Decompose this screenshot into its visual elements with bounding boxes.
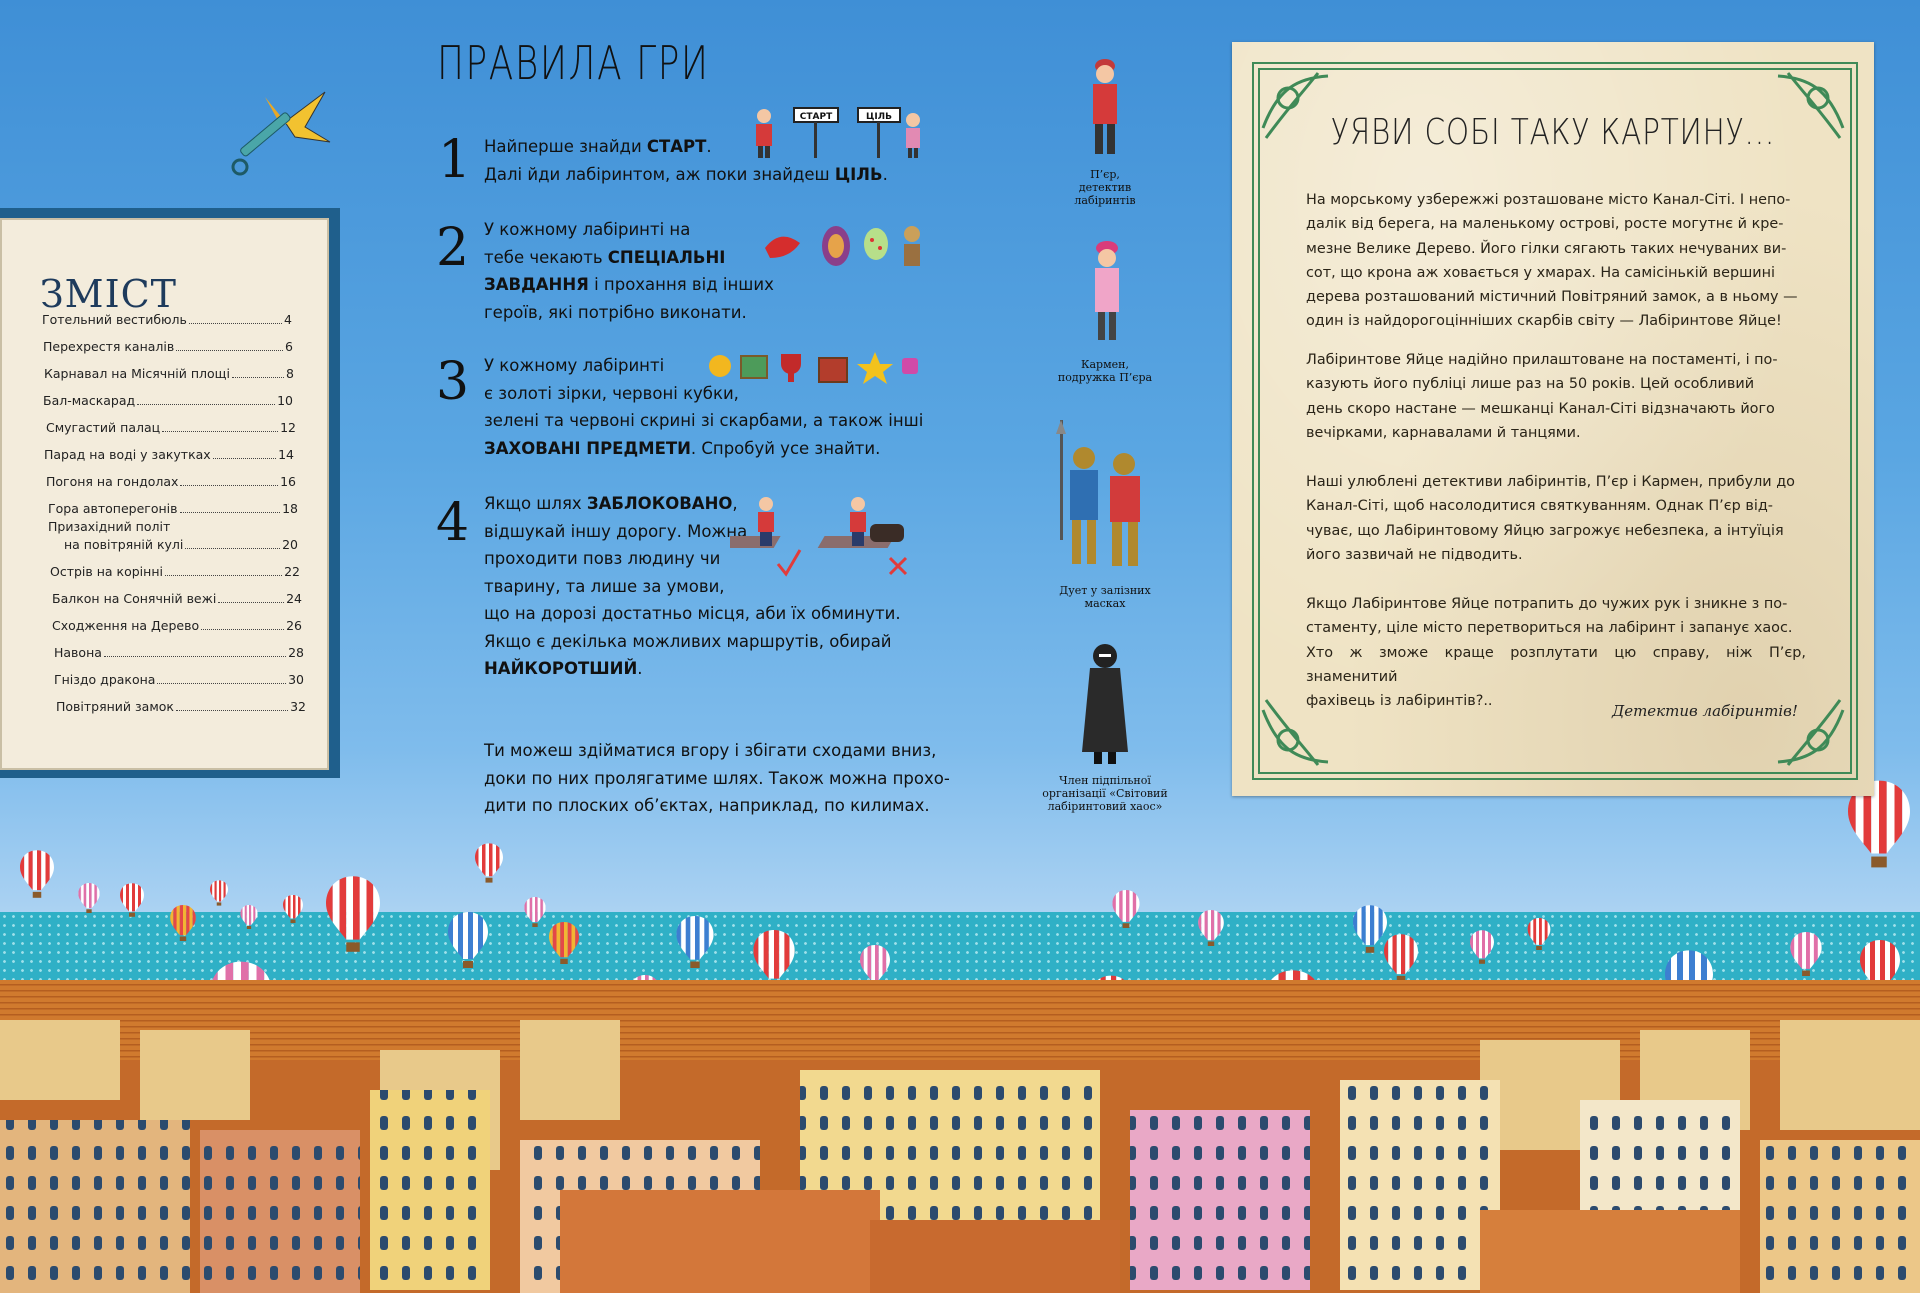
rule-line: ЗАВДАННЯ і прохання від інших bbox=[484, 275, 774, 294]
contents-item-label: Сходження на Дерево bbox=[52, 618, 200, 633]
leader-dots bbox=[180, 512, 281, 513]
story-line: один із найдорогоцінніших скарбів світу — Лабіринтове Яйце! bbox=[1306, 313, 1782, 330]
contents-item-label: Балкон на Сонячній вежі bbox=[52, 591, 217, 606]
rule-line: Далі йди лабіринтом, аж поки знайдеш ЦІЛЬ. bbox=[484, 164, 888, 184]
pierre-figure bbox=[1085, 52, 1125, 162]
leader-dots bbox=[232, 377, 284, 378]
rule-number: 2 bbox=[436, 218, 470, 278]
rule-line: Найперше знайди СТАРТ. bbox=[484, 137, 712, 156]
contents-item[interactable] bbox=[50, 564, 300, 579]
leader-dots bbox=[104, 656, 286, 657]
city-illustration bbox=[0, 960, 1920, 1293]
contents-item[interactable] bbox=[64, 537, 298, 552]
contents-item-label: Навона bbox=[54, 645, 102, 660]
leader-dots bbox=[157, 683, 286, 684]
rule-line: НАЙКОРОТШИЙ. bbox=[484, 659, 643, 678]
rules-title: ПРАВИЛА ГРИ bbox=[437, 36, 710, 90]
contents-item-label: Перехрестя каналів bbox=[43, 339, 175, 354]
contents-item-page: 24 bbox=[286, 591, 302, 606]
contents-item-page: 6 bbox=[285, 339, 293, 354]
rule-number: 3 bbox=[436, 352, 470, 412]
masked-duo-caption bbox=[1050, 584, 1160, 610]
rule-keyword: СПЕЦІАЛЬНІ bbox=[607, 247, 726, 267]
contents-item[interactable] bbox=[42, 312, 292, 327]
story-line: Наші улюблені детективи лабіринтів, П’єр і Кармен, прибули до bbox=[1306, 474, 1795, 490]
caption-line: Кармен, bbox=[1080, 358, 1129, 371]
signature: Детектив лабіринтів! bbox=[1612, 702, 1798, 720]
leader-dots bbox=[180, 485, 278, 486]
contents-item-label: на повітряній кулі bbox=[64, 537, 184, 552]
rule-keyword: ЗАХОВАНІ ПРЕДМЕТИ bbox=[484, 438, 691, 458]
start-goal-signs-illustration bbox=[750, 100, 930, 162]
rule-number: 4 bbox=[436, 493, 470, 553]
chaos-member-caption bbox=[1035, 774, 1175, 813]
contents-item[interactable] bbox=[44, 366, 294, 381]
contents-item-label: Готельний вестибюль bbox=[42, 312, 187, 327]
contents-item-page: 12 bbox=[280, 420, 296, 435]
story-line: фахівець із лабіринтів?.. bbox=[1306, 693, 1493, 710]
leader-dots bbox=[201, 629, 284, 630]
story-line: казують його публіці лише раз на 50 років. Цей особливий bbox=[1306, 376, 1755, 393]
contents-item[interactable] bbox=[48, 501, 298, 516]
special-tasks-icons bbox=[760, 218, 925, 274]
story-line: дерева розташований містичний Повітряний замок, а в ньому — bbox=[1306, 289, 1798, 306]
caption-line: лабіринтовий хаос» bbox=[1047, 800, 1163, 813]
contents-item-line1: Призахідний політ bbox=[48, 519, 171, 534]
story-title: УЯВИ СОБІ ТАКУ КАРТИНУ... bbox=[1330, 112, 1776, 153]
contents-item[interactable] bbox=[54, 645, 304, 660]
contents-item-page: 26 bbox=[286, 618, 302, 633]
caption-line: Член підпільної bbox=[1059, 774, 1151, 787]
story-line: день скоро настане — мешканці Канал-Сіті відзначають його bbox=[1306, 400, 1775, 417]
story-paragraph bbox=[1306, 470, 1806, 567]
contents-item-label: Карнавал на Місячній площі bbox=[44, 366, 230, 381]
leader-dots bbox=[176, 350, 283, 351]
contents-item-label: Погоня на гондолах bbox=[46, 474, 179, 489]
leader-dots bbox=[165, 575, 282, 576]
leader-dots bbox=[176, 710, 288, 711]
masked-duo-figure bbox=[1052, 420, 1162, 580]
contents-item-page: 28 bbox=[288, 645, 304, 660]
rules-footer-line: дити по плоских об’єктах, наприклад, по килимах. bbox=[484, 796, 930, 815]
story-line: Канал-Сіті, щоб насолодитися святкуванням. Однак П’єр від- bbox=[1306, 498, 1773, 515]
rule-keyword: ЗАБЛОКОВАНО bbox=[586, 494, 733, 513]
contents-item-page: 8 bbox=[286, 366, 294, 381]
rules-footer-line: Ти можеш здійматися вгору і збігати сходами вниз, bbox=[484, 741, 937, 760]
hidden-items-icons bbox=[705, 346, 920, 388]
story-paragraph bbox=[1306, 348, 1806, 445]
contents-title: ЗМІСТ bbox=[40, 272, 178, 316]
caption-line: лабіринтів bbox=[1074, 194, 1136, 207]
story-line: На морському узбережжі розташоване місто Канал-Сіті. І непо- bbox=[1306, 192, 1791, 208]
contents-item-page: 30 bbox=[288, 672, 304, 687]
rule-line: проходити повз людину чи bbox=[484, 549, 721, 568]
rule-line: тебе чекають СПЕЦІАЛЬНІ bbox=[484, 247, 726, 267]
carmen-figure bbox=[1087, 236, 1127, 348]
rule-line: Якщо є декілька можливих маршрутів, обирай bbox=[484, 631, 892, 651]
contents-item[interactable] bbox=[43, 393, 293, 408]
contents-item-label: Бал-маскарад bbox=[43, 393, 136, 408]
caption-line: Дует у залізних bbox=[1059, 584, 1151, 597]
contents-item-page: 14 bbox=[278, 447, 294, 462]
story-paragraph bbox=[1306, 592, 1806, 713]
carmen-caption bbox=[1050, 358, 1160, 384]
contents-item-label: Гора автоперегонів bbox=[48, 501, 178, 516]
story-line: чуває, що Лабіринтовому Яйцю загрожує небезпека, а інтуїція bbox=[1306, 522, 1784, 539]
caption-line: П’єр, bbox=[1090, 168, 1120, 181]
story-parchment bbox=[1232, 42, 1874, 796]
goal-sign: ЦІЛЬ bbox=[865, 112, 893, 122]
rule-keyword: ЦІЛЬ bbox=[834, 164, 883, 184]
rule-line: є золоті зірки, червоні кубки, bbox=[484, 383, 739, 403]
leader-dots bbox=[218, 602, 284, 603]
leader-dots bbox=[137, 404, 275, 405]
story-line: далік від берега, на маленькому острові, росте могутнє й кре- bbox=[1306, 216, 1784, 233]
contents-item-label: Смугастий палац bbox=[46, 420, 161, 435]
contents-item[interactable] bbox=[52, 618, 302, 633]
leader-dots bbox=[162, 431, 278, 432]
story-line: його зазвичай не підводить. bbox=[1306, 546, 1523, 563]
leader-dots bbox=[189, 323, 282, 324]
rule-line: ЗАХОВАНІ ПРЕДМЕТИ. Спробуй усе знайти. bbox=[484, 438, 881, 458]
contents-item-page: 16 bbox=[280, 474, 296, 489]
story-line: мезне Велике Дерево. Його гілки сягають таких нечуваних ви- bbox=[1306, 240, 1787, 257]
contents-item[interactable] bbox=[54, 672, 304, 687]
contents-item-label: Острів на коріннi bbox=[50, 564, 163, 579]
leader-dots bbox=[213, 458, 276, 459]
pierre-caption bbox=[1055, 168, 1155, 207]
rule-line: зелені та червоні скрині зі скарбами, а також інші bbox=[484, 411, 924, 430]
rules-footer bbox=[484, 737, 950, 820]
story-line: Якщо Лабіринтове Яйце потрапить до чужих рук і зникне з по- bbox=[1306, 596, 1788, 612]
contents-item-page: 20 bbox=[282, 537, 298, 552]
contents-item-page: 4 bbox=[284, 312, 292, 327]
rule-line: героїв, які потрібно виконати. bbox=[484, 302, 747, 322]
contents-item-page: 18 bbox=[282, 501, 298, 516]
contents-item[interactable] bbox=[43, 339, 293, 354]
contents-item-page: 22 bbox=[284, 564, 300, 579]
rules-footer-line: доки по них пролягатиме шлях. Також можна прохо- bbox=[484, 768, 950, 788]
story-line: вечірками, карнавалами й танцями. bbox=[1306, 424, 1581, 441]
story-line: стаменту, ціле місто перетвориться на лабіринт і запанує хаос. bbox=[1306, 620, 1793, 637]
rule-line: У кожному лабіринті bbox=[484, 356, 665, 375]
bird-key-illustration bbox=[225, 82, 335, 182]
caption-line: подружка П’єра bbox=[1057, 371, 1153, 384]
contents-item[interactable] bbox=[46, 420, 296, 435]
blocked-path-examples bbox=[730, 492, 920, 582]
story-line: Хто ж зможе краще розплутати цю справу, ніж П’єр, знаменитий bbox=[1306, 644, 1806, 685]
rule-line: тварину, та лише за умови, bbox=[484, 576, 725, 596]
contents-item[interactable] bbox=[52, 591, 302, 606]
contents-item[interactable] bbox=[56, 699, 306, 714]
rule-keyword: НАЙКОРОТШИЙ bbox=[484, 659, 638, 678]
contents-item[interactable] bbox=[44, 447, 294, 462]
rule-line: що на дорозі достатньо місця, аби їх обминути. bbox=[484, 604, 901, 623]
chaos-member-figure bbox=[1080, 640, 1130, 770]
rule-line: Якщо шлях ЗАБЛОКОВАНО, bbox=[484, 494, 738, 513]
rule-keyword: ЗАВДАННЯ bbox=[484, 275, 589, 294]
contents-item-page: 10 bbox=[277, 393, 293, 408]
contents-item-label: Гніздо дракона bbox=[54, 672, 156, 687]
rule-text bbox=[484, 216, 774, 326]
contents-item-label: Повітряний замок bbox=[56, 699, 174, 714]
rule-number: 1 bbox=[438, 130, 472, 190]
caption-line: масках bbox=[1084, 597, 1126, 610]
story-paragraph bbox=[1306, 188, 1806, 334]
rule-line: У кожному лабіринті на bbox=[484, 220, 691, 239]
rule-keyword: СТАРТ bbox=[646, 137, 707, 156]
leader-dots bbox=[185, 548, 280, 549]
contents-panel bbox=[0, 218, 329, 770]
contents-item-page: 32 bbox=[290, 699, 306, 714]
rule-line: відшукай іншу дорогу. Можна bbox=[484, 521, 748, 541]
contents-item[interactable] bbox=[46, 474, 296, 489]
caption-line: детектив bbox=[1078, 181, 1132, 194]
story-line: сот, що крона аж ховається у хмарах. На самісінькій вершині bbox=[1306, 264, 1776, 281]
story-line: Лабіринтове Яйце надійно прилаштоване на постаменті, і по- bbox=[1306, 352, 1778, 368]
contents-card bbox=[0, 208, 340, 778]
caption-line: організації «Світовий bbox=[1042, 787, 1168, 800]
contents-item-label: Парад на воді у закутках bbox=[44, 447, 211, 462]
start-sign: СТАРТ bbox=[799, 112, 833, 122]
